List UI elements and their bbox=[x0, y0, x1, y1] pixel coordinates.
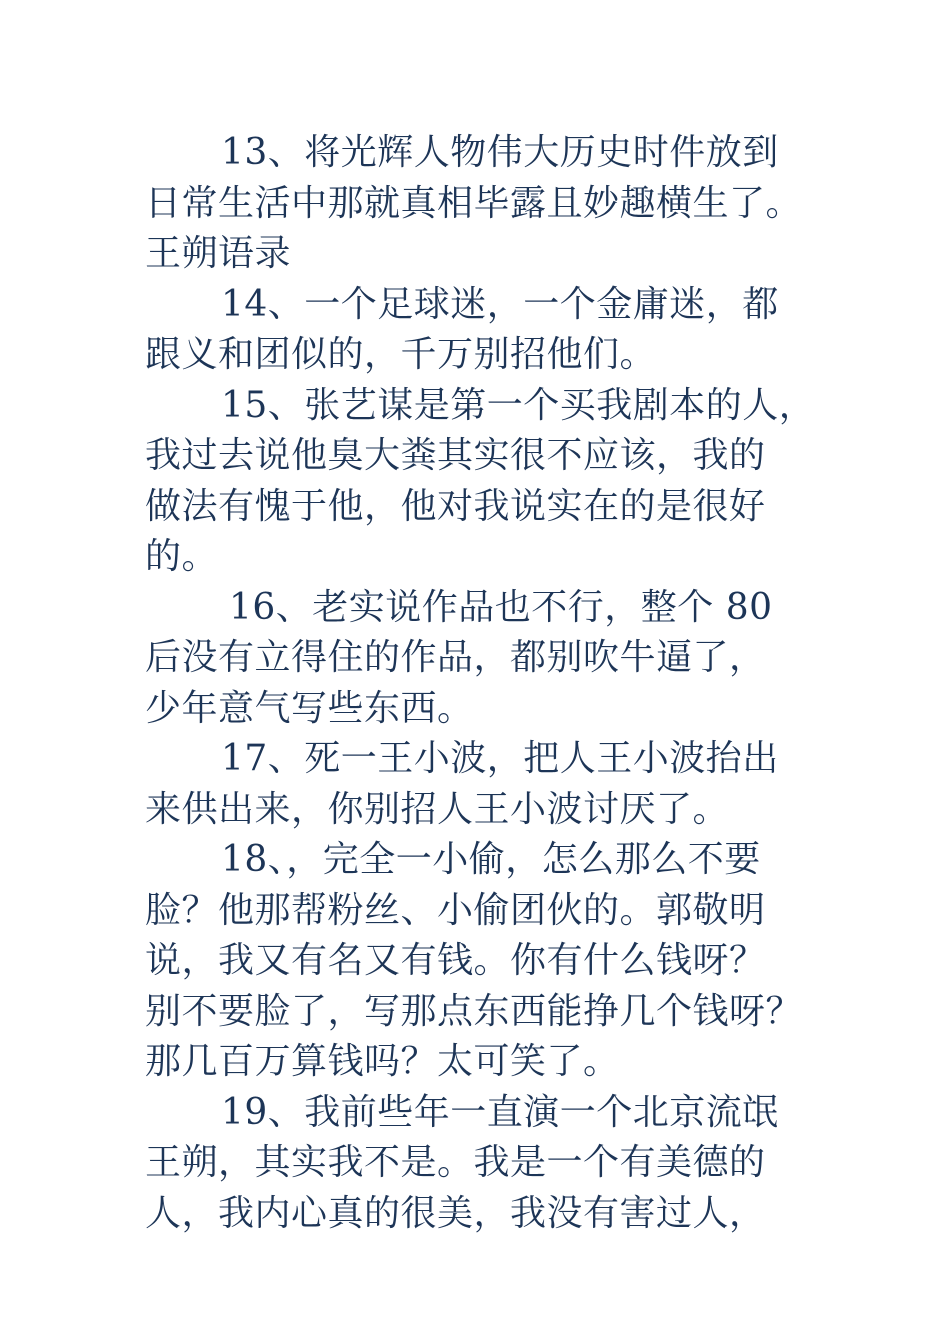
text-line: 日常生活中那就真相毕露且妙趣横生了。 bbox=[145, 182, 803, 224]
text-line: 别不要脸了，写那点东西能挣几个钱呀？ bbox=[145, 990, 803, 1032]
text-line: 18、，完全一小偷，怎么那么不要 bbox=[221, 839, 761, 880]
text-line: 王朔，其实我不是。我是一个有美德的 bbox=[145, 1142, 766, 1183]
text-line: 王朔语录 bbox=[145, 233, 292, 274]
paragraph-17 bbox=[145, 734, 810, 835]
text-line: 的。 bbox=[145, 536, 219, 577]
text-line: 14、一个足球迷，一个金庸迷，都 bbox=[221, 283, 779, 325]
text-line: 16、老实说作品也不行，整个 80 bbox=[229, 586, 773, 628]
text-line: 后没有立得住的作品，都别吹牛逼了， bbox=[145, 637, 766, 678]
text-line: 少年意气写些东西。 bbox=[145, 687, 474, 729]
text-line: 人，我内心真的很美，我没有害过人， bbox=[145, 1192, 766, 1234]
text-line: 13、将光辉人物伟大历史时件放到 bbox=[221, 132, 779, 173]
document-body bbox=[145, 128, 816, 1239]
paragraph-19 bbox=[145, 1088, 810, 1240]
text-line: 脸？他那帮粉丝、小偷团伙的。郭敬明 bbox=[145, 889, 766, 931]
text-line: 来供出来，你别招人王小波讨厌了。 bbox=[145, 788, 730, 830]
text-line: 15、张艺谋是第一个买我剧本的人， bbox=[221, 384, 816, 426]
text-line: 19、我前些年一直演一个北京流氓 bbox=[221, 1091, 779, 1133]
text-line: 做法有愧于他，他对我说实在的是很好 bbox=[145, 485, 766, 527]
text-line: 我过去说他臭大粪其实很不应该，我的 bbox=[145, 435, 766, 476]
paragraph-18 bbox=[145, 835, 810, 1088]
text-line: 说，我又有名又有钱。你有什么钱呀？ bbox=[145, 940, 766, 981]
paragraph-14 bbox=[145, 280, 810, 381]
paragraph-16 bbox=[145, 583, 810, 735]
text-line: 跟义和团似的，千万别招他们。 bbox=[145, 334, 657, 375]
paragraph-15 bbox=[145, 381, 816, 583]
text-line: 17、死一王小波，把人王小波抬出 bbox=[221, 738, 779, 779]
text-line: 那几百万算钱吗？太可笑了。 bbox=[145, 1041, 620, 1082]
paragraph-13 bbox=[145, 128, 810, 280]
